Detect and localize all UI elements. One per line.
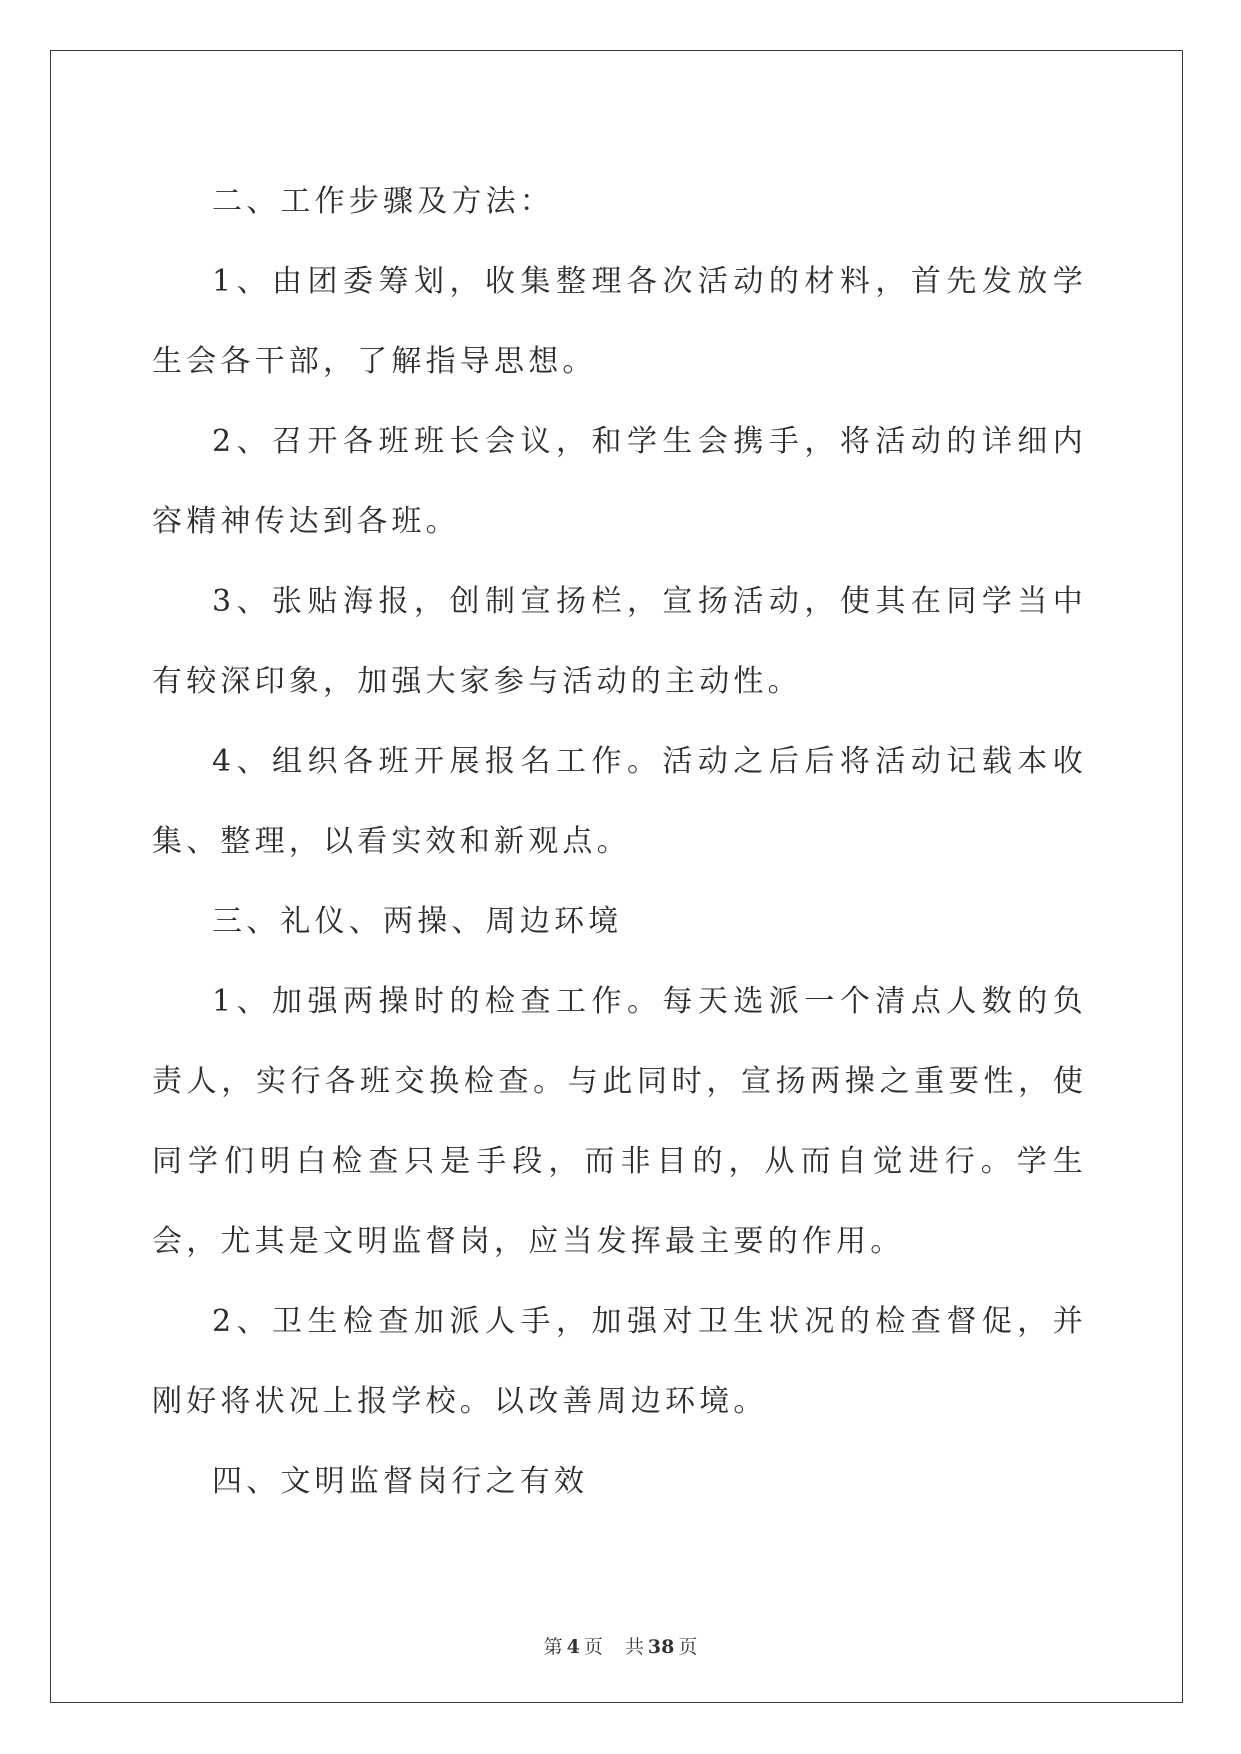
total-suffix: 页	[678, 1636, 698, 1658]
document-body	[152, 162, 1087, 1522]
page-footer	[0, 1632, 1241, 1659]
section-heading-supervision: 四、文明监督岗行之有效	[212, 1464, 589, 1499]
paragraph: 3、张贴海报，创制宣扬栏，宣扬活动，使其在同学当中有较深印象，加强大家参与活动的主动性。	[152, 584, 1087, 699]
page-prefix: 第	[543, 1636, 563, 1658]
paragraph: 2、召开各班班长会议，和学生会携手，将活动的详细内容精神传达到各班。	[152, 424, 1087, 539]
total-prefix: 共	[624, 1636, 644, 1658]
paragraph: 2、卫生检查加派人手，加强对卫生状况的检查督促，并刚好将状况上报学校。以改善周边环境。	[152, 1304, 1087, 1419]
section-heading-etiquette: 三、礼仪、两操、周边环境	[212, 904, 623, 939]
page-number: 4	[566, 1636, 580, 1658]
paragraph: 4、组织各班开展报名工作。活动之后后将活动记载本收集、整理，以看实效和新观点。	[152, 744, 1087, 859]
page-suffix: 页	[583, 1636, 603, 1658]
section-heading-steps: 二、工作步骤及方法：	[212, 184, 554, 219]
paragraph: 1、加强两操时的检查工作。每天选派一个清点人数的负责人，实行各班交换检查。与此同时，宣扬两操之重要性，使同学们明白检查只是手段，而非目的，从而自觉进行。学生会，尤其是文明监督岗，应当发挥最主要的作用。	[152, 984, 1087, 1259]
paragraph: 1、由团委筹划，收集整理各次活动的材料，首先发放学生会各干部，了解指导思想。	[152, 264, 1087, 379]
total-pages: 38	[647, 1636, 675, 1658]
